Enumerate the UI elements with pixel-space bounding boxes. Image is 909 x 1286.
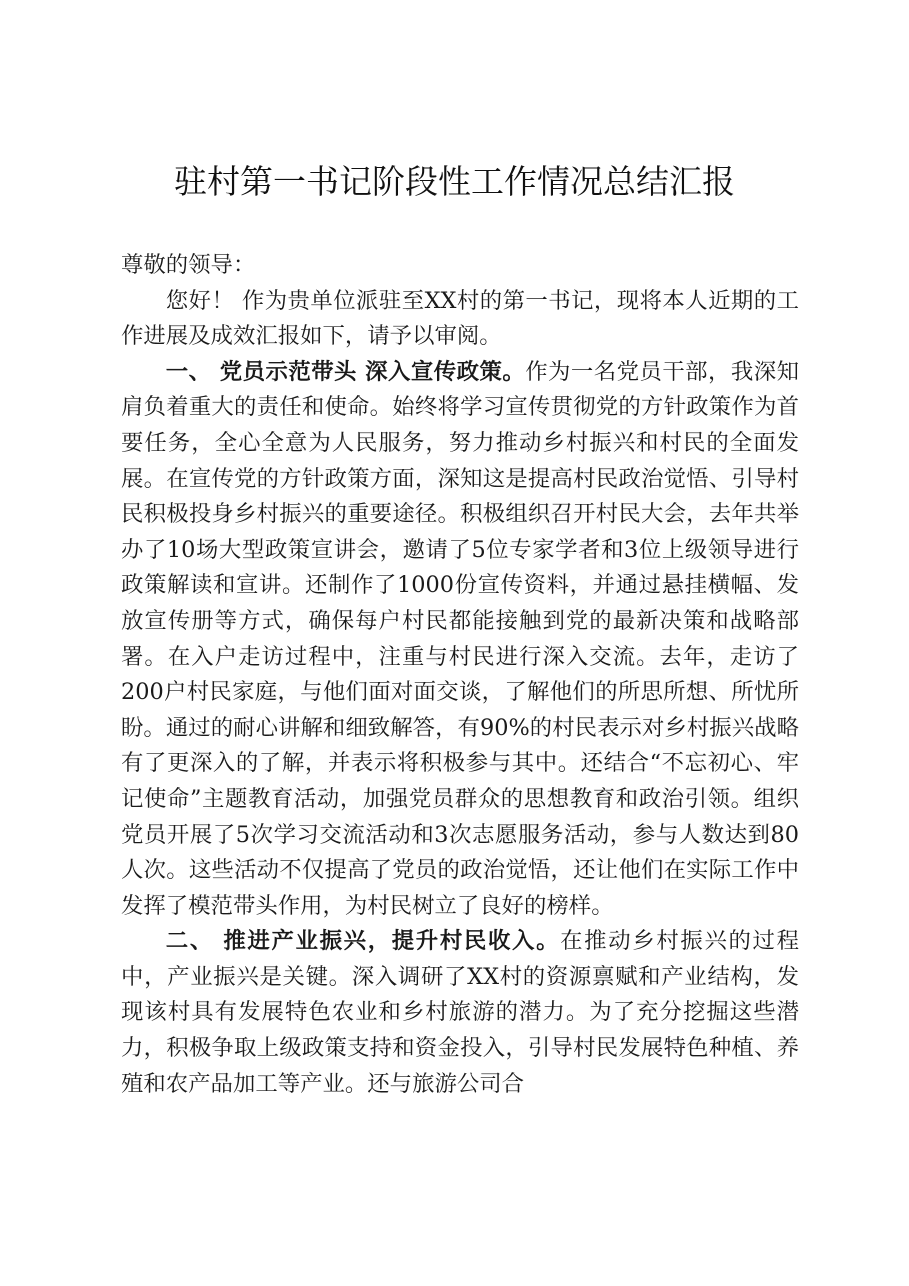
salutation: 尊敬的领导： xyxy=(121,252,256,278)
section-2-heading: 二、 推进产业振兴，提升村民收入。 xyxy=(165,928,561,955)
document-body xyxy=(121,248,799,1102)
section-1-paragraph xyxy=(121,355,799,925)
document-title: 驻村第一书记阶段性工作情况总结汇报 xyxy=(174,162,735,201)
section-1-heading: 一、 党员示范带头 深入宣传政策。 xyxy=(165,358,526,385)
section-2-text: 在推动乡村振兴的过程中，产业振兴是关键。深入调研了XX村的资源禀赋和产业结构，发现该村具有发展特色农业和乡村旅游的潜力。为了充分挖掘这些潜力，积极争取上级政策支持和资金投入，引导村民发展特色种植、养殖和农产品加工等产业。还与旅游公司合 xyxy=(121,928,800,1097)
section-1-text: 作为一名党员干部，我深知肩负着重大的责任和使命。始终将学习宣传贯彻党的方针政策作为首要任务，全心全意为人民服务，努力推动乡村振兴和村民的全面发展。在宣传党的方针政策方面，深知这是提高村民政治觉悟、引导村民积极投身乡村振兴的重要途径。积极组织召开村民大会，去年共举办了10场大型政策宣讲会，邀请了5位专家学者和3位上级领导进行政策解读和宣讲。还制作了1000份宣传资料，并通过悬挂横幅、发放宣传册等方式，确保每户村民都能接触到党的最新决策和战略部署。在入户走访过程中，注重与村民进行深入交流。去年，走访了200户村民家庭，与他们面对面交谈，了解他们的所思所想、所忧所盼。通过的耐心讲解和细致解答，有90%的村民表示对乡村振兴战略有了更深入的了解，并表示将积极参与其中。还结合“不忘初心、牢记使命”主题教育活动，加强党员群众的思想教育和政治引领。组织党员开展了5次学习交流活动和3次志愿服务活动，参与人数达到80人次。这些活动不仅提高了党员的政治觉悟，还让他们在实际工作中发挥了模范带头作用，为村民树立了良好的榜样。 xyxy=(121,358,800,919)
section-2-paragraph xyxy=(121,924,799,1102)
intro-paragraph: 您好！ 作为贵单位派驻至XX村的第一书记，现将本人近期的工作进展及成效汇报如下，请予以审阅。 xyxy=(121,287,799,350)
